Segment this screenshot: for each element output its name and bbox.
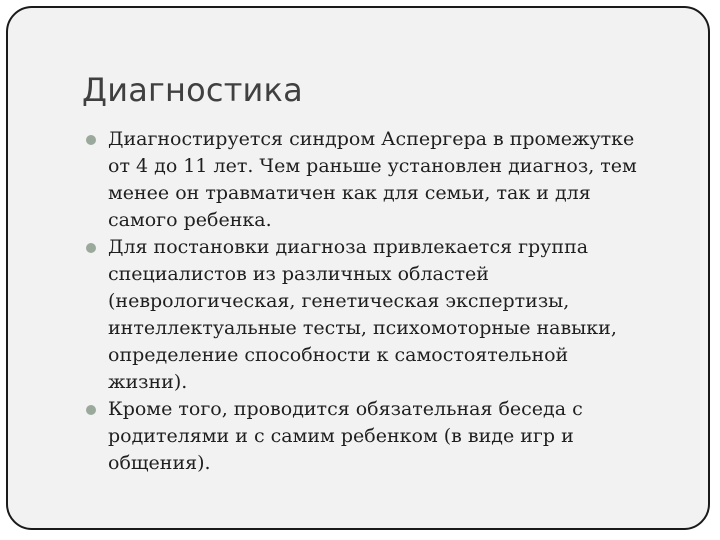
- bullet-2-line-3: (неврологическая, генетическая экспертизы,: [108, 290, 570, 312]
- bullet-list: [86, 126, 686, 477]
- bullet-1-line-2: от 4 до 11 лет. Чем раньше установлен диагноз, тем: [108, 155, 637, 177]
- bullet-dot-icon: [86, 135, 96, 145]
- bullet-2-line-1: Для постановки диагноза привлекается группа: [108, 236, 589, 258]
- bullet-dot-icon: [86, 243, 96, 253]
- bullet-item-1: [86, 126, 686, 234]
- bullet-item-2: [86, 234, 686, 396]
- slide: [6, 6, 710, 530]
- bullet-dot-icon: [86, 405, 96, 415]
- bullet-2-line-6: жизни).: [108, 371, 188, 393]
- slide-title: Диагностика: [82, 71, 303, 109]
- bullet-1-line-3: менее он травматичен как для семьи, так и для: [108, 182, 591, 204]
- bullet-1-line-1: Диагностируется синдром Аспергера в промежутке: [108, 128, 635, 150]
- bullet-2-line-2: специалистов из различных областей: [108, 263, 489, 285]
- bullet-item-3: [86, 396, 686, 477]
- bullet-3-line-1: Кроме того, проводится обязательная беседа с: [108, 398, 583, 420]
- bullet-3-line-3: общения).: [108, 452, 211, 474]
- bullet-2-line-5: определение способности к самостоятельной: [108, 344, 569, 366]
- bullet-2-line-4: интеллектуальные тесты, психомоторные навыки,: [108, 317, 617, 339]
- bullet-3-line-2: родителями и с самим ребенком (в виде игр и: [108, 425, 574, 447]
- bullet-1-line-4: самого ребенка.: [108, 209, 272, 231]
